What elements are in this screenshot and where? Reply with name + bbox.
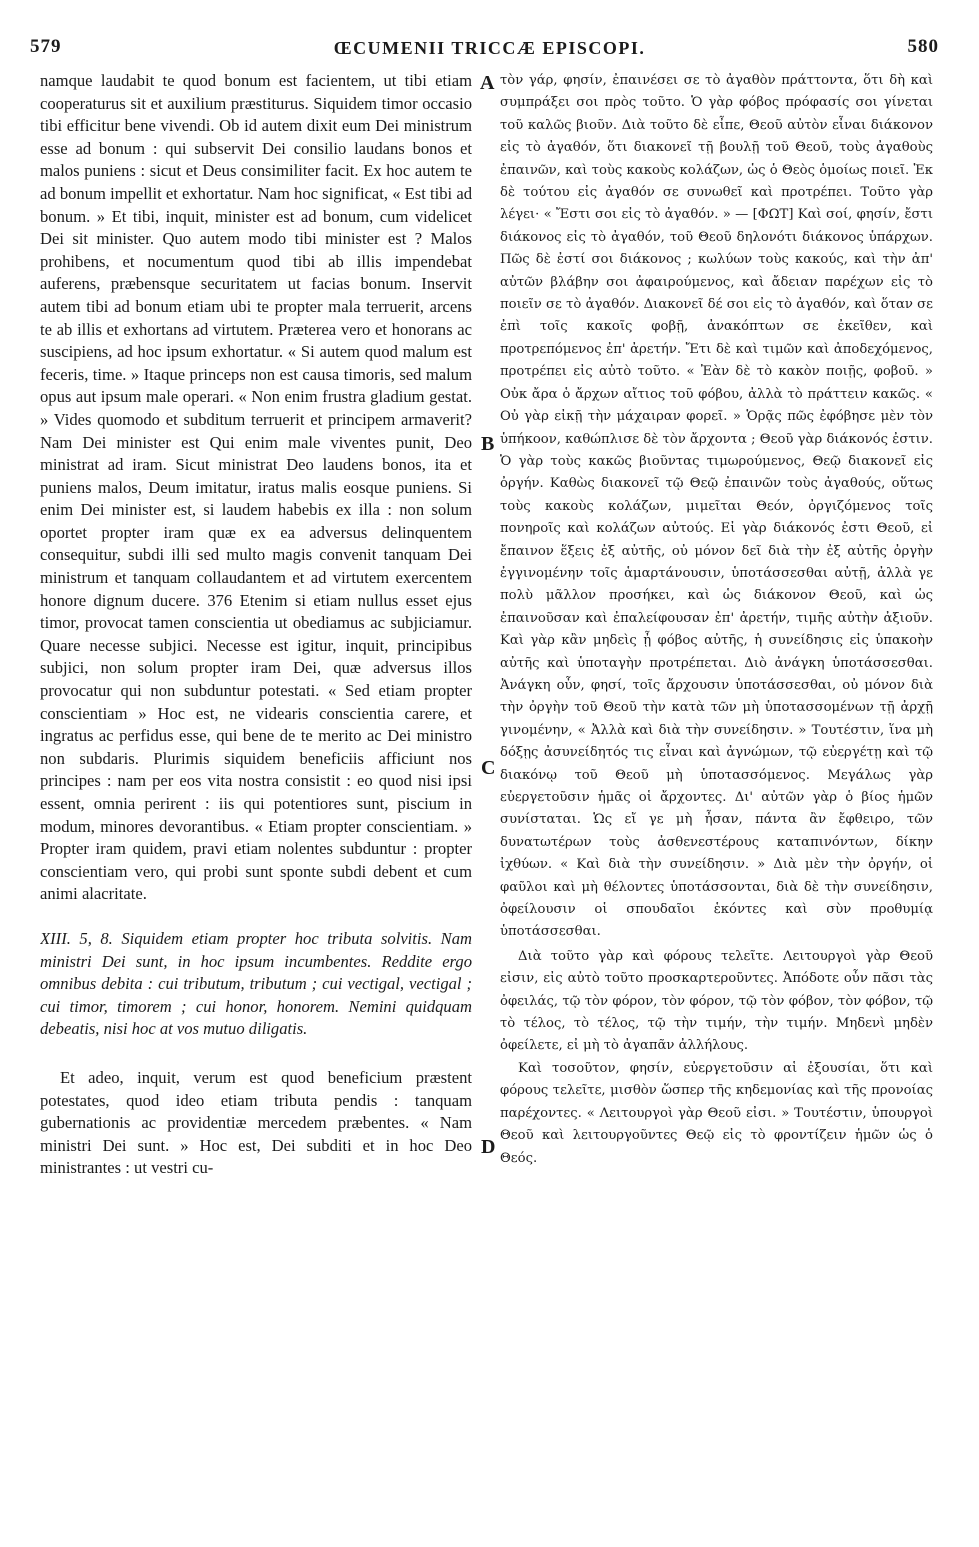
latin-paragraph: Et adeo, inquit, verum est quod beneficium præstent potestates, quod ideo etiam tributa pendis : tanquam gubernationis ac providentiæ mercedem præbentes. « Nam ministri Dei sunt. » Hoc est, Dei subditi et in hoc Deo ministrantes : ut vestri cu- <box>40 1067 472 1178</box>
page-number-left: 579 <box>30 36 62 57</box>
latin-column <box>40 70 472 1518</box>
page-header <box>0 36 979 66</box>
greek-paragraph: Καὶ τοσοῦτον, φησίν, εὐεργετοῦσιν αἱ ἐξουσίαι, ὅτι καὶ φόρους τελεῖτε, μισθὸν ὥσπερ τῆς κηδεμονίας καὶ τῆς προνοίας παρέχοντες. « Λειτουργοὶ γὰρ Θεοῦ εἰσι. » Τουτέστιν, ὑπουργοὶ Θεοῦ καὶ λειτουργοῦντες Θεῷ εἰς τὸ φροντίζειν ἡμῶν ὡς ὁ Θεός. <box>500 1060 933 1166</box>
latin-scripture-verse: XIII. 5, 8. Siquidem etiam propter hoc tributa solvitis. Nam ministri Dei sunt, in hoc ipsum incumbentes. Reddite ergo omnibus debita : cui tributum, tributum ; cui vectigal, vectigal ; cui timor, timorem ; cui honor, honorem. Nemini quidquam debeatis, nisi hoc at vos mutuo diligatis. <box>40 928 472 1039</box>
page-number-right: 580 <box>907 36 939 57</box>
margin-letter-d: D <box>481 1136 496 1158</box>
margin-letter-a: A <box>480 72 495 94</box>
margin-letter-c: C <box>481 757 496 779</box>
latin-paragraph: namque laudabit te quod bonum est facientem, ut tibi etiam cooperaturus sit et auxilium præstiturus. Siquidem timor occasio tibi efficitur bene vivendi. Ob id autem dixit eum Dei ministrum esse ad bonum : qui subservit Dei consilio laudans bonos et malos puniens : sicut et Deus consimiliter facit. Ex hoc autem te ad bonum impellit et exhortatur. Nam hoc significat, « Est tibi ad bonum. » Et tibi, inquit, minister est ad bonum, cum videlicet Dei sit minister. Quo autem modo tibi minister est ? Malos prohibens, et nocumentum quod tibi ab illis impendebat auferens, præbensque securitatem ut facias bonum. Inservit autem tibi ad bonum etiam ubi te propter mala terruerit, arcens te ab illis et exhortans ad virtutem. Præterea vero et honorans ac suscipiens, ad hoc ipsum exhortatur. « Si autem quod malum est feceris, time. » Itaque princeps non est causa timoris, sed malum opus aut ipsum male operari. « Non enim frustra gladium gestat. » Vides quomodo et subditum terruerit et principem armaverit? Nam Dei minister est Qui enim male viventes punit, Deo ministrat ad iram. Sicut ministrat Deo laudens bonos, ita et puniens malos, Deum imitatur, iratus malis eosque puniens. Si enim Dei minister est, si laudem habebis ex illa : non solum oportet propter iram quæ ex ea adversus delinquentem consequitur, subdi illi sed multo magis convenit tanquam Dei ministrum et tanquam collaudantem et ad virtutem exercentem honore dignum ducere. 376 Etenim si etiam nullus esset ejus timor, provocat tamen conscientia ut obediamus ac subjiciamur. Quare necesse subjici. Necesse est igitur, inquit, principibus subjici, non solum propter iram Dei, quæ adversus illos provocatur qui non subduntur potestati. « Sed etiam propter conscientiam » Hoc est, ne videaris conscientia carere, et ingratus ac perfidus esse, qui bene de te merito ac Dei ministro non subdaris. Plurimis siquidem beneficiis afficiunt nos principes : nam per eos vita nostra consistit : eo quod nisi ipsi essent, omnia perirent : iis qui potentiores sunt, piscium in modum, minores devorantibus. « Etiam propter conscientiam. » Propter iram quidem, pravi etiam nolentes subduntur : propter conscientiam vero, qui probi sunt sponte subdi debent et cum animi alacritate. <box>40 71 472 904</box>
greek-paragraph: τὸν γάρ, φησίν, ἐπαινέσει σε τὸ ἀγαθὸν πράττοντα, ὅτι δὴ καὶ συμπράξει σοι πρὸς τοῦτο. Ὁ γὰρ φόβος πρόφασίς σοι γίνεται τοῦ καλῶς βιοῦν. Διὰ τοῦτο δὲ εἶπε, Θεοῦ αὐτὸν εἶναι διάκονον εἰς τὸ ἀγαθόν, ὅτι διακονεῖ τῇ βουλῇ τοῦ Θεοῦ, τοὺς ἀγαθοὺς ἐπαινῶν, καὶ τοὺς κακοὺς κολάζων, ὡς ὁ Θεὸς ὁμοίως ποιεῖ. Ἐκ δὲ τούτου εἰς ἀγαθόν σε συνωθεῖ καὶ προτρέπει. Τοῦτο γὰρ λέγει· « Ἔστι σοι εἰς τὸ ἀγαθόν. » — [ΦΩΤ] Καὶ σοί, φησίν, ἔστι διάκονος εἰς τὸ ἀγαθόν, τοῦ Θεοῦ δηλονότι διάκονος ὑπάρχων. Πῶς δὲ ἐστί σοι διάκονος ; κωλύων τοὺς κακούς, καὶ τὴν ἀπ' αὐτῶν βλάβην σοι ἀφαιρούμενος, καὶ ἄδειαν παρέχων εἰς τὸ ποιεῖν σε τὸ ἀγαθόν. Διακονεῖ δέ σοι εἰς τὸ ἀγαθόν, καὶ ὅταν σε ἐπὶ τοῖς κακοῖς φοβῇ, ἀνακόπτων σε ἐκεῖθεν, καὶ προτρεπόμενος ἐπ' ἀρετήν. Ἔτι δὲ καὶ τιμῶν καὶ ἀποδεχόμενος, προτρέπει εἰς αὐτὸ τοῦτο. « Ἐὰν δὲ τὸ κακὸν ποιῇς, φοβοῦ. » Οὐκ ἄρα ὁ ἄρχων αἴτιος τοῦ φόβου, ἀλλὰ τὸ πράττειν κακῶς. « Οὐ γὰρ εἰκῇ τὴν μάχαιραν φορεῖ. » Ὁρᾷς πῶς ἐφόβησε μὲν τὸν ὑπήκοον, καθώπλισε δὲ τὸν ἄρχοντα ; Θεοῦ γὰρ διάκονός ἐστιν. Ὁ γὰρ τοὺς κακῶς βιοῦντας τιμωρούμενος, Θεῷ διακονεῖ εἰς ὀργήν. Καθὼς διακονεῖ τῷ Θεῷ ἐπαινῶν τοὺς ἀγαθούς, οὕτως τοὺς κακοὺς κολάζων, μιμεῖται Θεόν, ὀργιζόμενος τοῖς πονηροῖς καὶ κολάζων αὐτούς. Εἰ γὰρ διάκονός ἐστι Θεοῦ, εἰ ἔπαινον ἕξεις ἐξ αὐτῆς, οὐ μόνον δεῖ διὰ τὴν ἐξ αὐτῆς ὀργὴν ἐγγινομένην τοῖς ἁμαρτάνουσιν, ὑποτάσσεσθαι αὐτῇ, ἀλλὰ γε πολὺ μᾶλλον προσήκει, καὶ ὡς διάκονον Θεοῦ, καὶ ὡς ἐπαινοῦσαν καὶ ἐπαλείφουσαν ἐπ' ἀρετήν, τιμῆς αὐτὴν ἀξιοῦν. Καὶ γὰρ κἂν μηδεὶς ᾖ φόβος αὐτῆς, ἡ συνείδησις εἰς ὑπακοὴν αὐτῆς καὶ ὑποταγὴν προτρέπεται. Διὸ ἀνάγκη ὑποτάσσεσθαι. Ἀνάγκη οὖν, φησί, τοῖς ἄρχουσιν ὑποτάσσεσθαι, οὐ μόνον διὰ τὴν ὀργὴν τοῦ Θεοῦ τὴν κατὰ τῶν μὴ ὑποτασσομένων τῇ ἀρχῇ γινομένην, « Ἀλλὰ καὶ διὰ τὴν συνείδησιν. » Τουτέστιν, ἵνα μὴ δόξῃς ἀσυνείδητός τις εἶναι καὶ ἀγνώμων, τῷ εὐεργέτῃ καὶ τῷ διακόνῳ τοῦ Θεοῦ μὴ ὑποτασσόμενος. Μεγάλως γὰρ εὐεργετοῦσιν ἡμᾶς οἱ ἄρχοντες. Δι' αὐτῶν γὰρ ὁ βίος ἡμῶν συνίσταται. Ὡς εἴ γε μὴ ἦσαν, πάντα ἂν ἔφθειρο, τῶν δυνατωτέρων τοὺς ἀσθενεστέρους καταπινόντων, δίκην ἰχθύων. « Καὶ διὰ τὴν συνείδησιν. » Διὰ μὲν τὴν ὀργήν, οἱ φαῦλοι καὶ μὴ θέλοντες ὑποτάσσονται, διὰ δὲ τὴν συνείδησιν, ὀφείλουσιν οἱ σπουδαῖοι ἑκόντες καὶ σὺν προθυμίᾳ ὑποτάσσεσθαι. <box>500 73 933 940</box>
running-title: ŒCUMENII TRICCÆ EPISCOPI. <box>333 38 646 58</box>
greek-scripture-verse: Διὰ τοῦτο γὰρ καὶ φόρους τελεῖτε. Λειτουργοὶ γὰρ Θεοῦ εἰσιν, εἰς αὐτὸ τοῦτο προσκαρτεροῦντες. Ἀπόδοτε οὖν πᾶσι τὰς ὀφειλάς, τῷ τὸν φόρον, τὸν φόρον, τῷ τὸν φόβον, τὸν φόβον, τῷ τὸ τέλος, τὸ τέλος, τῷ τὴν τιμήν, τὴν τιμήν. Μηδενὶ μηδὲν ὀφείλετε, εἰ μὴ τὸ ἀγαπᾶν ἀλλήλους. <box>500 948 933 1054</box>
greek-column <box>500 70 933 1470</box>
margin-letter-b: B <box>481 433 495 455</box>
